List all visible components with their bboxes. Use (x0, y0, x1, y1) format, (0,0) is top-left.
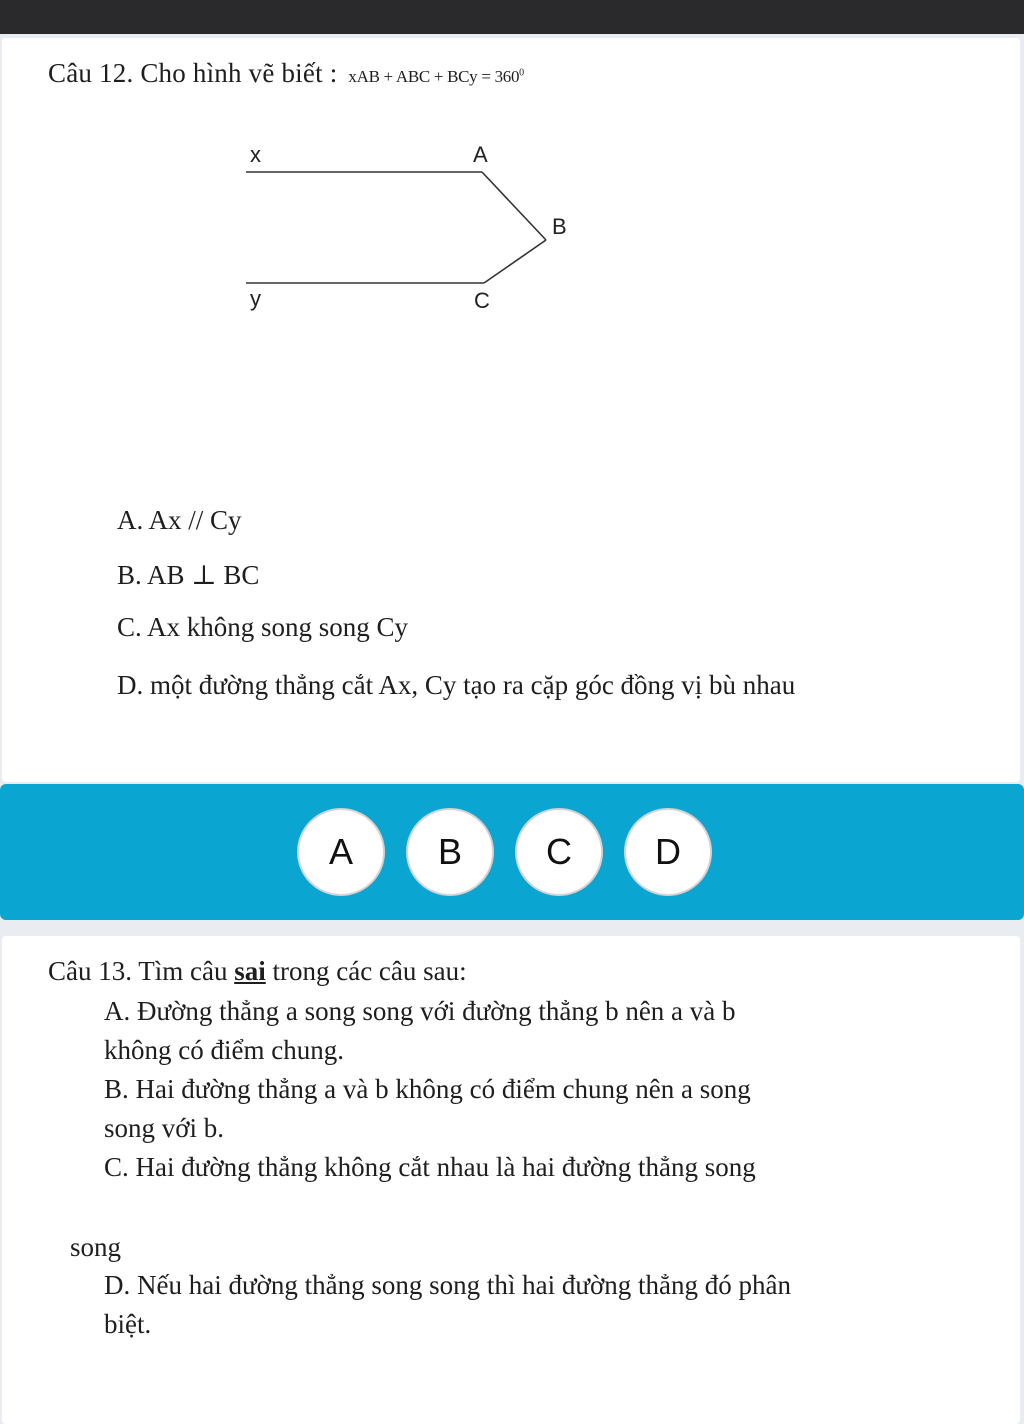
question-13-suffix: trong các câu sau: (265, 956, 467, 986)
question-12-title (48, 58, 524, 89)
q13-line-7: D. Nếu hai đường thẳng song song thì hai đường thẳng đó phân (104, 1270, 791, 1300)
label-b: B (552, 214, 567, 239)
answer-button-b[interactable]: B (406, 808, 494, 896)
question-13-title (48, 956, 467, 987)
question-13-prefix: Câu 13. Tìm câu (48, 956, 235, 986)
option-b: B. AB ⊥ BC (117, 560, 260, 590)
option-d: D. một đường thẳng cắt Ax, Cy tạo ra cặp góc đồng vị bù nhau (117, 670, 796, 700)
q13-line-2: không có điểm chung. (104, 1035, 344, 1065)
answer-button-c[interactable]: C (515, 808, 603, 896)
option-a: A. Ax // Cy (117, 505, 242, 535)
q13-line-1: A. Đường thẳng a song song với đường thẳng b nên a và b (104, 996, 736, 1026)
question-13-emphasis: sai (234, 956, 266, 986)
answer-bar (0, 784, 1024, 920)
geometry-figure (230, 130, 590, 330)
option-c: C. Ax không song song Cy (117, 612, 409, 642)
question-12-formula (348, 67, 523, 86)
label-c: C (474, 288, 490, 313)
formula-text: xAB + ABC + BCy = 360 (348, 67, 520, 86)
formula-degree: 0 (519, 67, 524, 79)
question-12-prefix: Câu 12. Cho hình vẽ biết : (48, 58, 338, 88)
label-a: A (473, 142, 488, 167)
answer-button-d[interactable]: D (624, 808, 712, 896)
top-bar (0, 0, 1024, 34)
q13-line-6: song (70, 1232, 122, 1262)
label-y: y (250, 286, 261, 311)
segment-bc (484, 240, 546, 283)
q13-line-4: song với b. (104, 1113, 225, 1143)
answer-button-a[interactable]: A (297, 808, 385, 896)
q13-line-3: B. Hai đường thẳng a và b không có điểm chung nên a song (104, 1074, 751, 1104)
q13-line-5: C. Hai đường thẳng không cắt nhau là hai đường thẳng song (104, 1152, 756, 1182)
label-x: x (250, 142, 261, 167)
segment-ab (482, 172, 546, 240)
q13-line-8: biệt. (104, 1309, 152, 1339)
